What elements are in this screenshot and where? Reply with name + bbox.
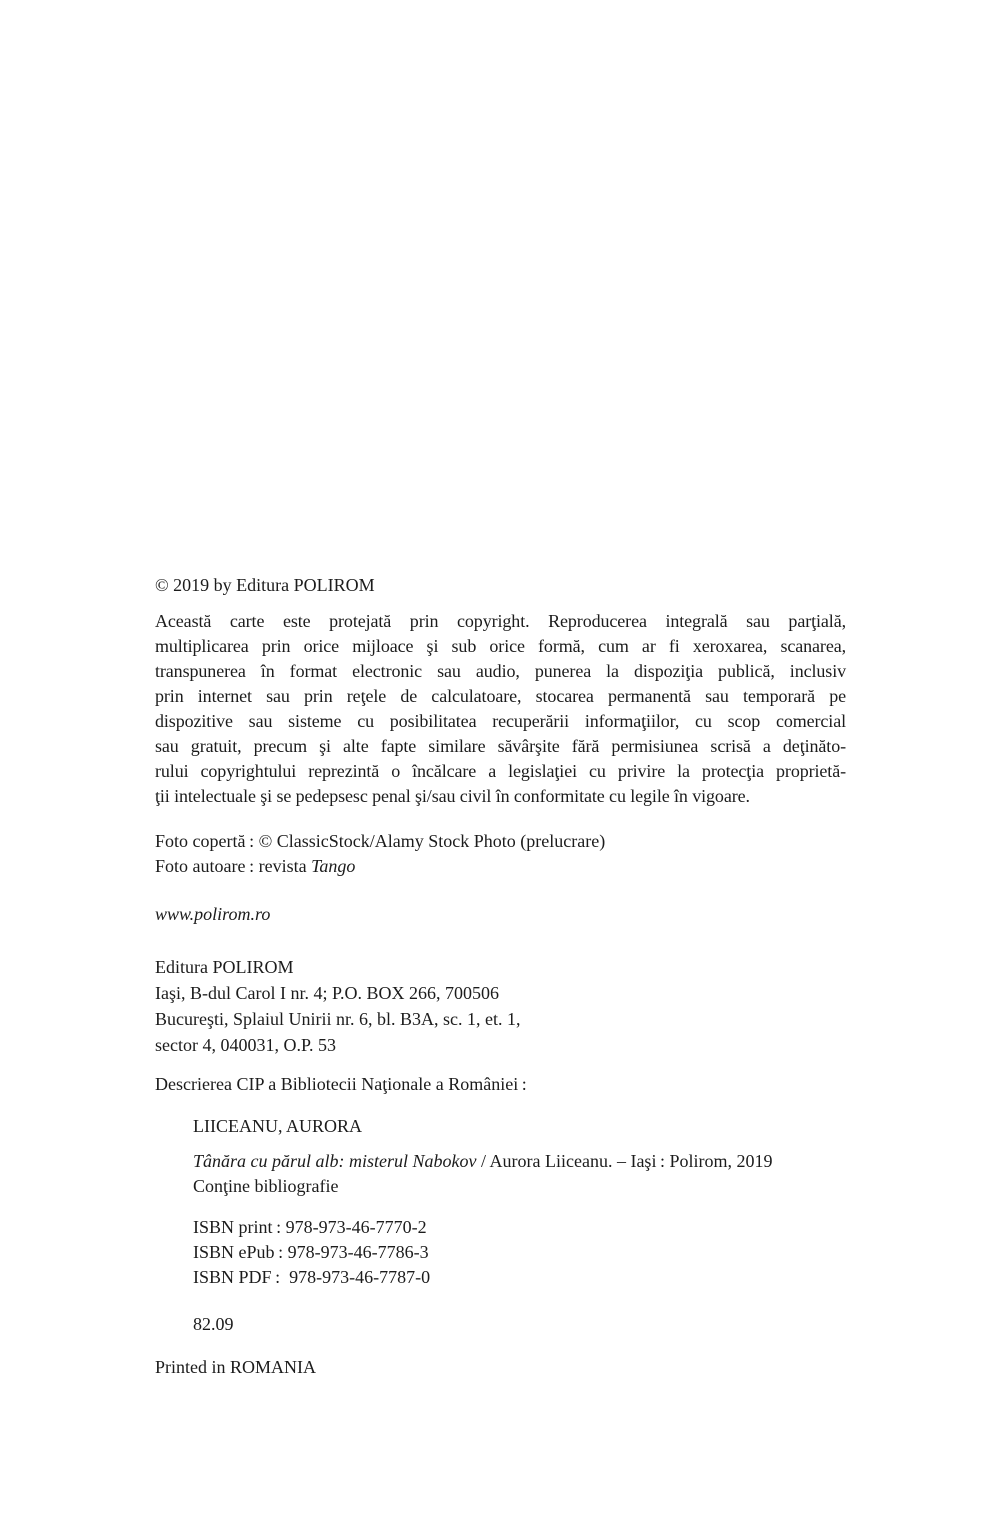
copyright-notice-line: dispozitive sau sisteme cu posibilitatea recuperării informaţiilor, cu scop comercial <box>155 711 846 731</box>
copyright-notice <box>155 609 846 809</box>
publisher-address-line: Iaşi, B-dul Carol I nr. 4; P.O. BOX 266, 700506 <box>155 983 499 1003</box>
author-photo-credit <box>155 854 846 879</box>
printed-in-statement: Printed in ROMANIA <box>155 1357 316 1377</box>
author-photo-credit-text: Foto autoare : revista <box>155 856 312 876</box>
photo-credits <box>155 829 846 879</box>
copyright-notice-line: Această carte este protejată prin copyright. Reproducerea integrală sau parţială, <box>155 611 846 631</box>
isbn-epub: ISBN ePub : 978-973-46-7786-3 <box>193 1242 429 1262</box>
magazine-name: Tango <box>311 856 356 876</box>
cip-classification-number: 82.09 <box>193 1314 234 1334</box>
copyright-notice-line: prin internet sau prin reţele de calculatoare, stocarea permanentă sau temporară pe <box>155 686 846 706</box>
colophon-content <box>155 0 846 1380</box>
copyright-notice-line: sau gratuit, precum şi alte fapte similare săvârşite fără permisiunea scrisă a deţinăto- <box>155 736 846 756</box>
cip-author: LIICEANU, AURORA <box>193 1116 362 1136</box>
book-title: Tânăra cu părul alb: misterul Nabokov <box>193 1151 477 1171</box>
publisher-address-line: Bucureşti, Splaiul Unirii nr. 6, bl. B3A, sc. 1, et. 1, <box>155 1009 521 1029</box>
cover-photo-credit: Foto copertă : © ClassicStock/Alamy Stock Photo (prelucrare) <box>155 831 606 851</box>
publisher-website: www.polirom.ro <box>155 904 271 924</box>
cip-title-rest: / Aurora Liiceanu. – Iaşi : Polirom, 2019 <box>476 1151 773 1171</box>
isbn-block <box>193 1215 846 1290</box>
publisher-address-line: sector 4, 040031, O.P. 53 <box>155 1035 336 1055</box>
copyright-notice-line: ţii intelectuale şi se pedepsesc penal şi/sau civil în conformitate cu legile în vigoare. <box>155 786 750 806</box>
isbn-print: ISBN print : 978-973-46-7770-2 <box>193 1217 427 1237</box>
cip-title-line <box>193 1149 846 1174</box>
publisher-address-block <box>155 954 846 1058</box>
publisher-name: Editura POLIROM <box>155 957 294 977</box>
copyright-statement: © 2019 by Editura POLIROM <box>155 575 375 595</box>
copyright-notice-line: rului copyrightului reprezintă o încălcare a legislaţiei cu privire la protecţia proprietă- <box>155 761 846 781</box>
cip-heading: Descrierea CIP a Bibliotecii Naţionale a României : <box>155 1074 527 1094</box>
copyright-notice-line: transpunerea în format electronic sau audio, punerea la dispoziţia publică, inclusiv <box>155 661 846 681</box>
copyright-notice-line: multiplicarea prin orice mijloace şi sub orice formă, cum ar fi xeroxarea, scanarea, <box>155 636 846 656</box>
cip-title-block <box>193 1149 846 1199</box>
cip-bibliography-note: Conţine bibliografie <box>193 1176 339 1196</box>
isbn-pdf: ISBN PDF : 978-973-46-7787-0 <box>193 1267 431 1287</box>
